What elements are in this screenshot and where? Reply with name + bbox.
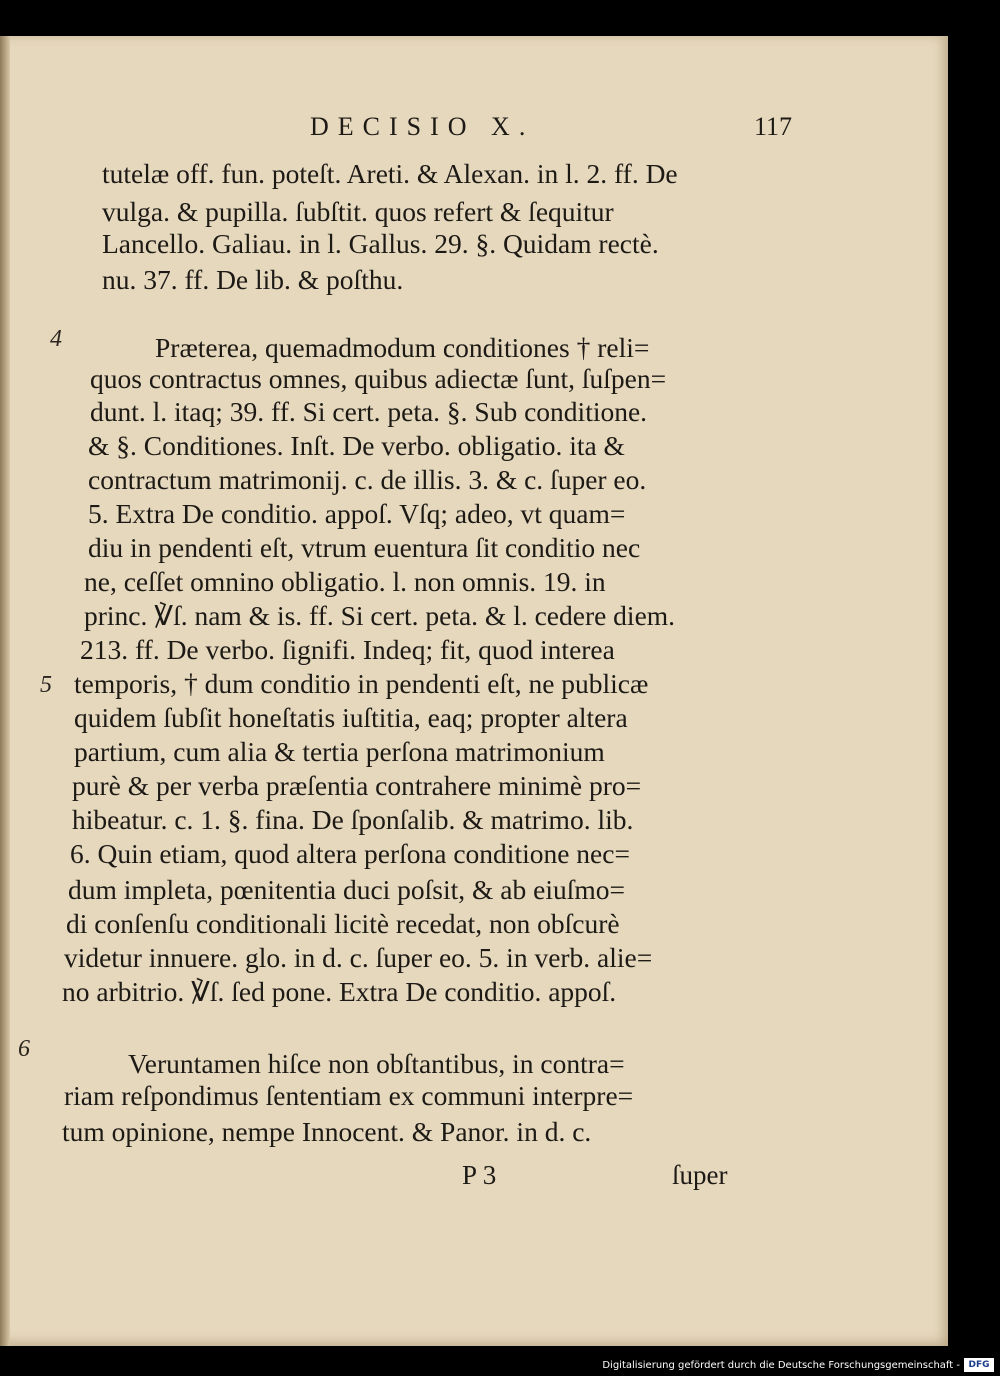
text-line: Veruntamen hiſce non obſtantibus, in contra= [128,1048,625,1079]
text-line: 213. ff. De verbo. ſignifi. Indeq; fit, quod interea [80,634,615,665]
text-line: ne, ceſſet omnino obligatio. l. non omnis. 19. in [84,566,606,597]
text-line: riam reſpondimus ſententiam ex communi interpre= [64,1080,634,1111]
margin-number: 4 [50,326,62,352]
text-line: princ. ℣ſ. nam & is. ff. Si cert. peta. & l. cedere diem. [84,600,676,631]
text-line: 6. Quin etiam, quod altera perſona conditione nec= [70,838,630,869]
text-line: quos contractus omnes, quibus adiectæ ſunt, ſuſpen= [90,363,667,394]
signature-mark: P 3 [462,1160,497,1190]
text-line: no arbitrio. ℣ſ. ſed pone. Extra De conditio. appoſ. [62,976,617,1007]
text-line: purè & per verba præſentia contrahere minimè pro= [72,770,642,801]
margin-number: 5 [40,672,52,698]
dfg-logo: DFG [964,1358,994,1372]
page-edge [0,36,10,1346]
text-line: di conſenſu conditionali licitè recedat, non obſcurè [66,908,620,939]
text-line: & §. Conditiones. Inſt. De verbo. obligatio. ita & [88,430,625,461]
digitization-credit: Digitalisierung gefördert durch die Deutsche Forschungsgemeinschaft - [602,1360,960,1371]
text-line: tum opinione, nempe Innocent. & Panor. in d. c. [62,1116,592,1147]
running-head: DECISIO X. [310,112,535,141]
text-line: Lancello. Galiau. in l. Gallus. 29. §. Quidam rectè. [102,228,659,259]
text-line: quidem ſubſit honeſtatis iuſtitia, eaq; propter altera [74,702,628,733]
text-line: nu. 37. ff. De lib. & poſthu. [102,264,404,295]
text-line: 5. Extra De conditio. appoſ. Vſq; adeo, vt quam= [88,498,626,529]
catchword: ſuper [672,1160,728,1190]
text-line: contractum matrimonij. c. de illis. 3. & c. ſuper eo. [88,464,647,495]
text-line: dunt. l. itaq; 39. ff. Si cert. peta. §. Sub conditione. [90,396,648,427]
text-line: tutelæ off. fun. poteſt. Areti. & Alexan. in l. 2. ff. De [102,158,678,189]
text-line: Præterea, quemadmodum conditiones † reli= [155,332,650,363]
page-number: 117 [754,112,793,141]
text-line: temporis, † dum conditio in pendenti eſt, ne publicæ [74,668,649,699]
text-line: partium, cum alia & tertia perſona matrimonium [74,736,605,767]
text-line: dum impleta, pœnitentia duci poſsit, & ab eiuſmo= [68,874,626,905]
text-line: vulga. & pupilla. ſubſtit. quos refert & ſequitur [102,196,614,227]
text-line: videtur innuere. glo. in d. c. ſuper eo. 5. in verb. alie= [64,942,653,973]
text-line: diu in pendenti eſt, vtrum euentura ſit conditio nec [88,532,641,563]
margin-number: 6 [18,1036,30,1062]
text-line: hibeatur. c. 1. §. fina. De ſponſalib. & matrimo. lib. [72,804,634,835]
